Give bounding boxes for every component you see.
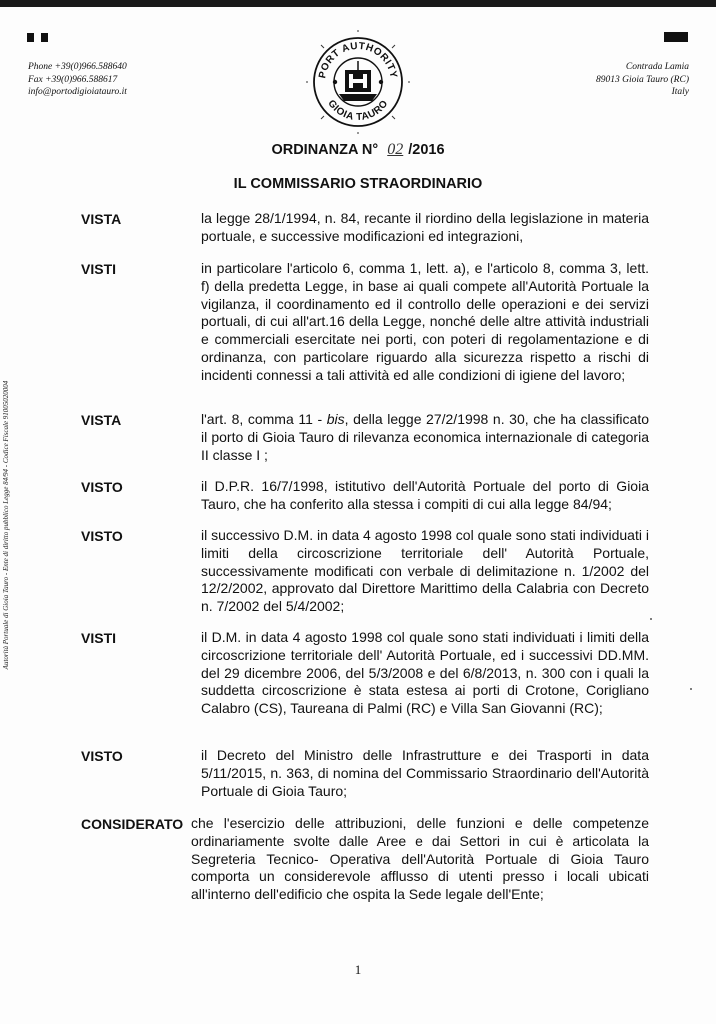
contact-info-right xyxy=(489,61,689,99)
clause-text-emphasis: bis xyxy=(326,411,345,427)
logo-bottom-text: GIOIA TAURO xyxy=(325,98,391,124)
page-number: 1 xyxy=(354,962,362,977)
ordinance-prefix: ORDINANZA N° xyxy=(271,142,379,158)
scan-mark-left-2 xyxy=(41,33,48,42)
scan-speck xyxy=(650,618,652,620)
clause-label: VISTA xyxy=(81,211,122,227)
clause-text xyxy=(201,411,649,464)
scan-speck xyxy=(690,688,692,690)
clause-text: il D.P.R. 16/7/1998, istitutivo dell'Autorità Portuale del porto di Gioia Tauro, che ha conferito alla stessa i compiti di cui alla legge 84/94; xyxy=(201,478,649,512)
clause-label: VISTO xyxy=(81,479,123,495)
ordinance-number: 02 xyxy=(387,141,404,158)
phone-text: Phone +39(0)966.588640 xyxy=(28,62,127,72)
issuer-title: IL COMMISSARIO STRAORDINARIO xyxy=(233,176,483,192)
ordinance-year: /2016 xyxy=(408,142,445,158)
clause-label: VISTO xyxy=(81,748,123,764)
ship-emblem-icon xyxy=(333,61,383,101)
clause-text-part: l'art. 8, comma 11 - xyxy=(201,411,327,427)
address-line-3: Italy xyxy=(671,87,689,97)
clause-text: che l'esercizio delle attribuzioni, delle funzioni e delle competenze ordinariamente svolte dalle Aree e dai Settori in cui è articolata la Segreteria Tecnico- Operativa dell'Autorità Portuale di Gioia Tauro comporta un considerevole afflusso di utenti presso i locali ubicati all'interno dell'edificio che ospita la Sede legale dell'Ente; xyxy=(191,815,649,903)
clause-label: VISTO xyxy=(81,528,123,544)
clause-label: CONSIDERATO xyxy=(81,816,184,832)
address-line-1: Contrada Lamia xyxy=(625,62,689,72)
scan-mark-left-1 xyxy=(27,33,34,42)
port-authority-logo xyxy=(306,30,410,134)
clause-label: VISTI xyxy=(81,261,117,277)
email-text: info@portodigioiatauro.it xyxy=(28,87,127,97)
logo-top-text: PORT AUTHORITY xyxy=(317,40,399,80)
scan-mark-right xyxy=(664,32,688,42)
clause-text-part: , della legge 27/2/1998 n. 30, che ha classificato il porto di Gioia Tauro di rilevanza economica internazionale di categoria II classe I ; xyxy=(201,411,649,463)
clause-text: in particolare l'articolo 6, comma 1, lett. a), e l'articolo 8, comma 3, lett. f) della predetta Legge, in base ai quali compete all'Autorità Portuale la vigilanza, il coordinamento ed il controllo delle operazioni e dei servizi portuali, di cui all'art.16 della Legge, nonché delle altre attività industriali e commerciali esercitate nei porti, con poteri di regolamentazione e di ordinanza, con particolare riguardo alla sicurezza rispetto a rischi di incidenti connessi a tali attività ed alle condizioni di igiene del lavoro; xyxy=(201,260,649,383)
ordinance-title xyxy=(0,141,716,159)
scan-top-border xyxy=(0,0,716,7)
vertical-legal-text: Autorità Portuale di Gioia Tauro - Ente di diritto pubblico Legge 84/94 - Codice Fiscale 91005020004 xyxy=(2,380,10,670)
clause-text: la legge 28/1/1994, n. 84, recante il riordino della legislazione in materia portuale, e successive modificazioni ed integrazioni, xyxy=(201,210,649,244)
clause-text: il successivo D.M. in data 4 agosto 1998 col quale sono stati individuati i limiti della circoscrizione territoriale dell' Autorità Portuale, successivamente modificati con verbale di delimitazione n. 1/2002 del 12/2/2002, approvato dal Direttore Marittimo della Calabria con Decreto n. 7/2002 del 5/4/2002; xyxy=(201,527,649,615)
clause-text: il Decreto del Ministro delle Infrastrutture e dei Trasporti in data 5/11/2015, n. 363, di nomina del Commissario Straordinario dell'Autorità Portuale di Gioia Tauro; xyxy=(201,747,649,799)
clause-label: VISTA xyxy=(81,412,122,428)
contact-info-left xyxy=(28,61,228,99)
fax-text: Fax +39(0)966.588617 xyxy=(28,74,118,85)
clause-text: il D.M. in data 4 agosto 1998 col quale sono stati individuati i limiti della circoscrizione territoriale dell' Autorità Portuale, ed i successivi DD.MM. del 29 dicembre 2006, del 5/3/2008 e del 6/8/2013, n. 300 con i quali la suddetta circoscrizione è stata estesa ai porti di Crotone, Corigliano Calabro (CS), Taureana di Palmi (RC) e Villa San Giovanni (RC); xyxy=(201,629,649,717)
address-line-2: 89013 Gioia Tauro (RC) xyxy=(596,74,689,85)
clause-label: VISTI xyxy=(81,630,117,646)
